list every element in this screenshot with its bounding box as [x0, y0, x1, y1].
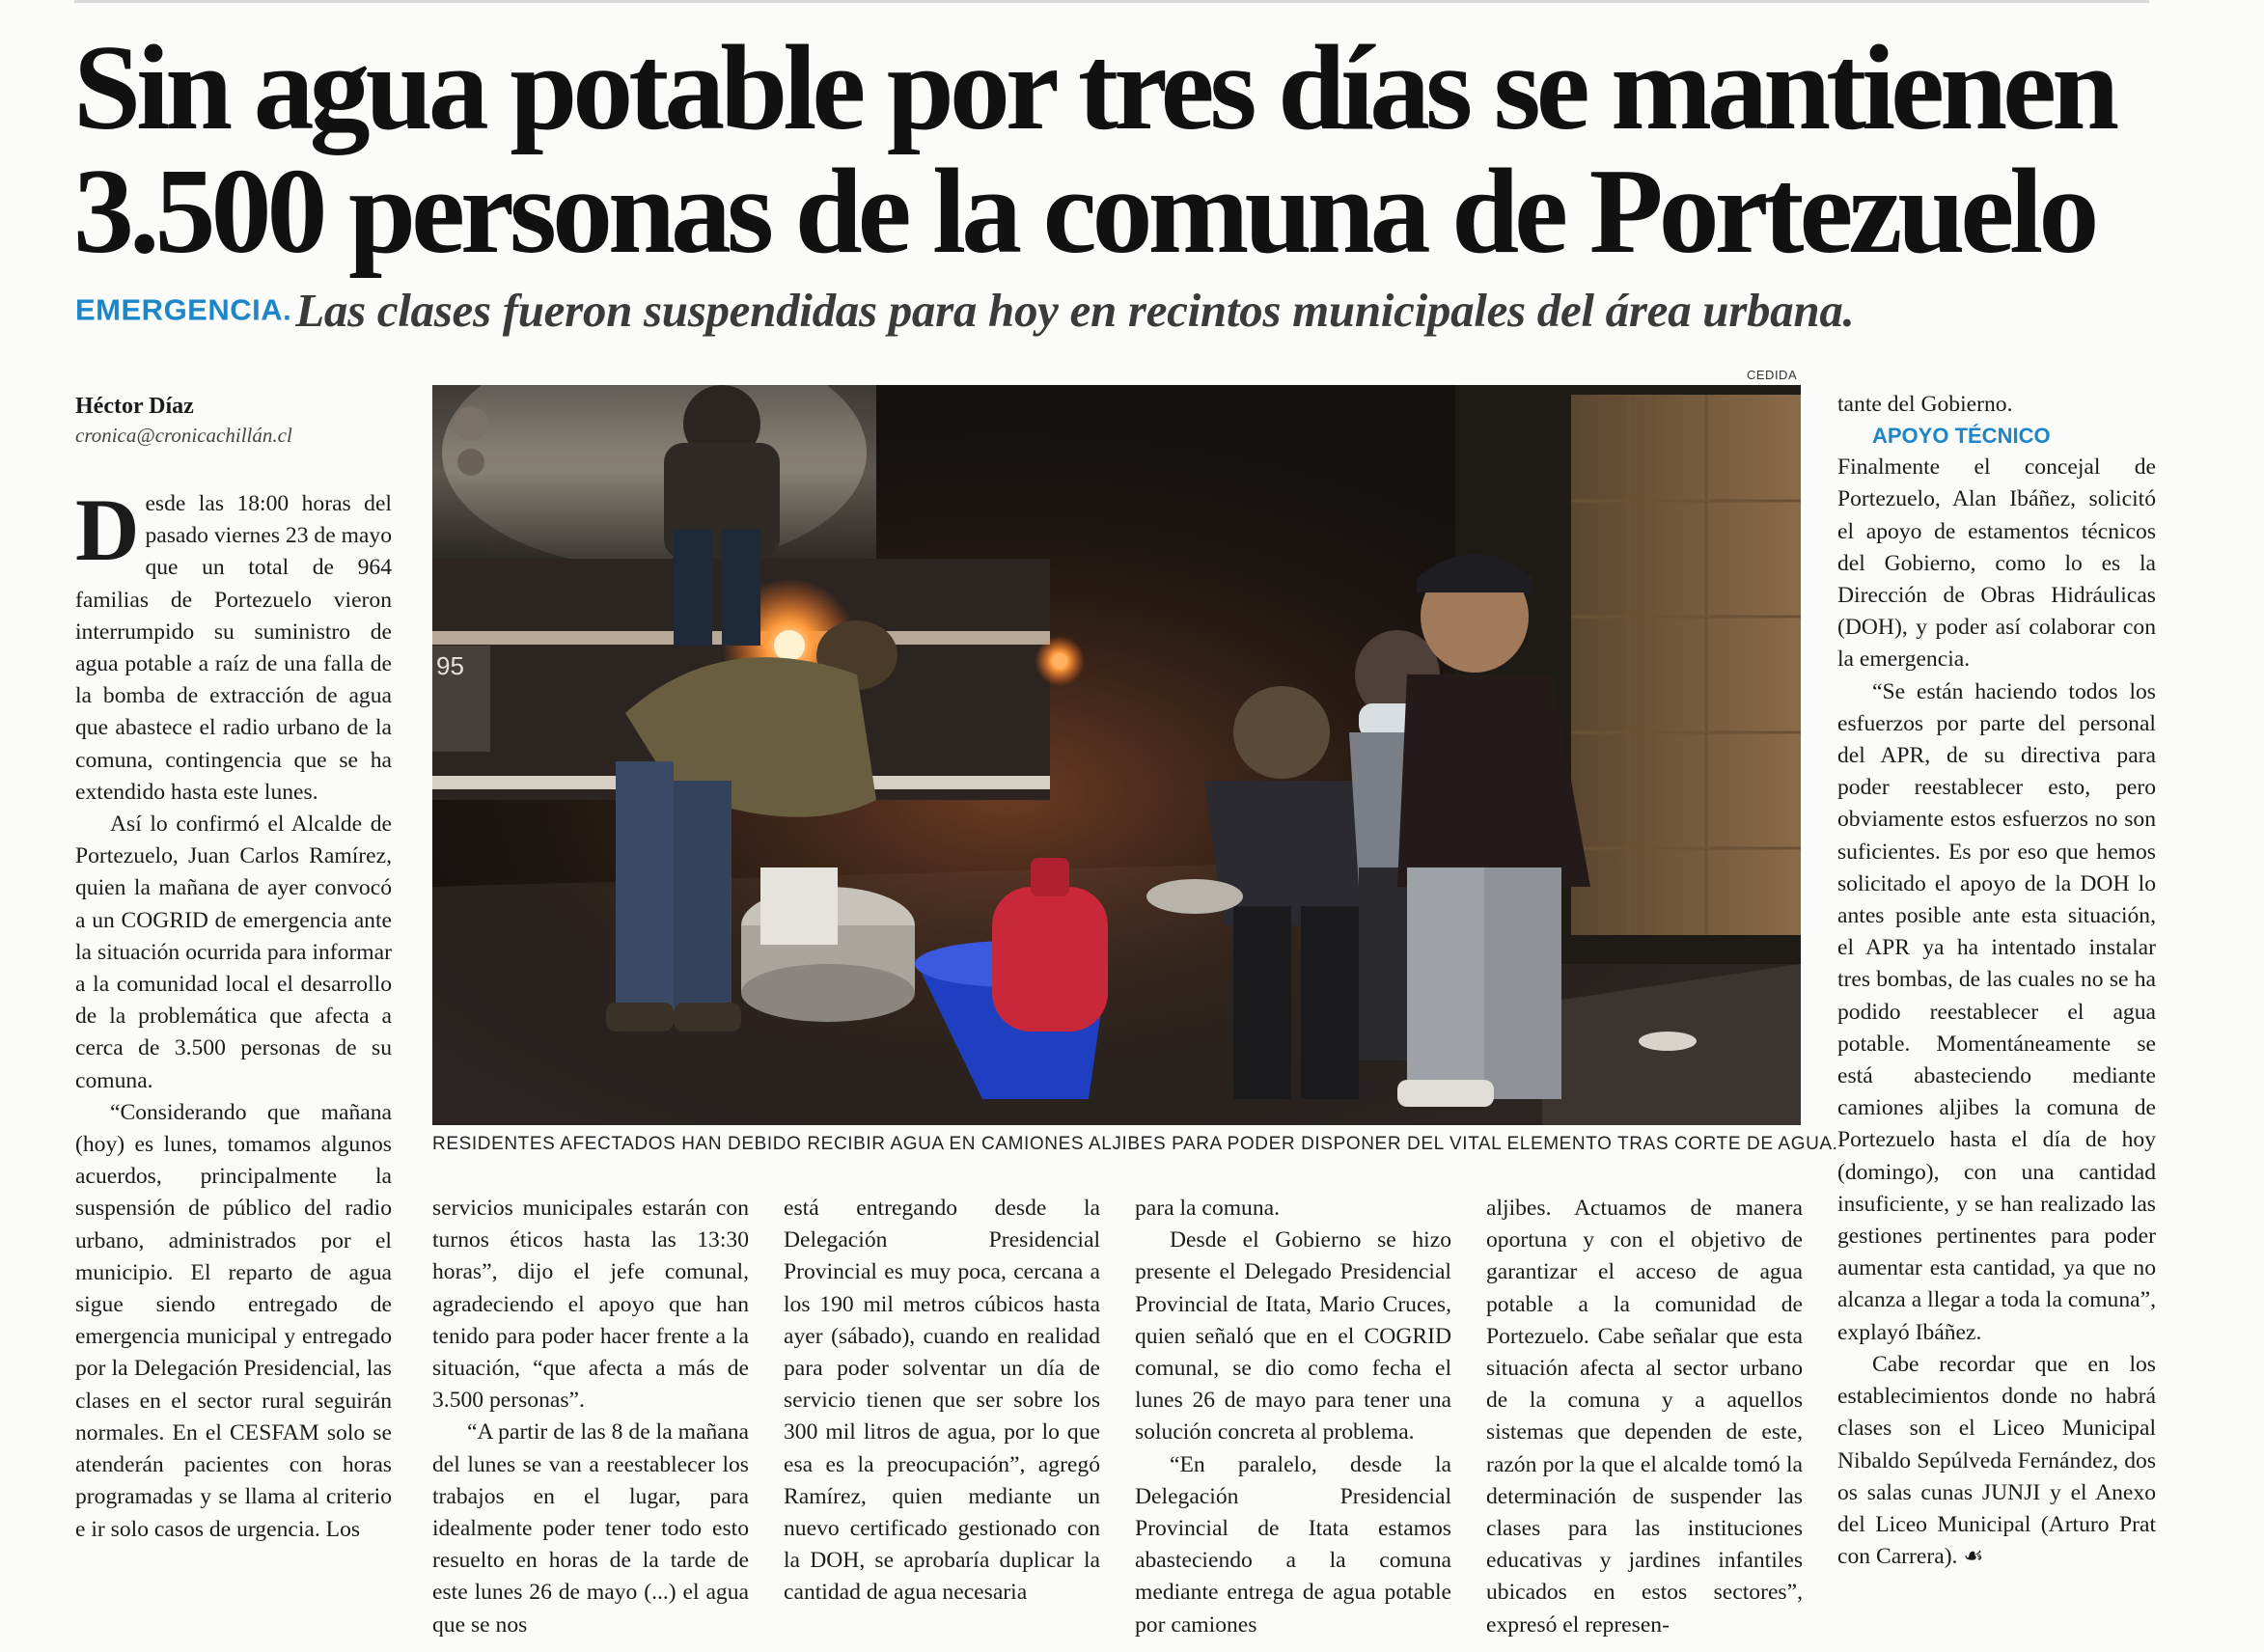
truck-plate: 95 — [436, 651, 464, 680]
paragraph: Desde las 18:00 horas del pasado viernes 23 de mayo que un total de 964 familias de Portezuelo vieron interrumpido su suministro de agua potable a raíz de una falla de la bomba de extracción de agua que abastece el radio urbano de la comuna, contingencia que se ha extendido hasta este lunes. — [75, 481, 392, 805]
headline-line-1: Sin agua potable por tres días se mantienen — [73, 21, 2115, 155]
column-6 — [1837, 389, 2156, 1573]
top-rule — [74, 0, 2149, 3]
headline — [73, 21, 2196, 279]
paragraph: “Se están haciendo todos los esfuerzos por parte del personal del APR, de su directiva para poder reestablecer esto, pero obviamente estos esfuerzos no son suficientes. Es por eso que hemos solicitado el apoyo de la DOH lo antes posible ante esta situación, el APR ya ha intentado instalar tres bombas, de las cuales no se ha podido reestablecer el agua potable. Momentáneamente se está abasteciendo mediante camiones aljibes la comuna de Portezuelo hasta el día de hoy (domingo), con una cantidad insuficiente, y se han realizado las gestiones pertinentes para poder aumentar esta cantidad, ya que no alcanza a llegar a toda la comuna”, explayó Ibáñez. — [1837, 678, 2156, 1345]
paragraph: servicios municipales estarán con turnos éticos hasta las 13:30 horas”, dijo el jefe comunal, agradeciendo el apoyo que han tenido para poder hacer frente a la situación, “que afecta a más de 3.500 personas”. — [432, 1196, 749, 1414]
byline — [75, 392, 365, 450]
paragraph: Así lo confirmó el Alcalde de Portezuelo, Juan Carlos Ramírez, quien la mañana de ayer convocó a un COGRID de emergencia ante la situación ocurrida para informar a la comunidad local el desarrollo de la problemática que afecta a cerca de 3.500 personas de su comuna. — [75, 812, 392, 1093]
headline-line-2: 3.500 personas de la comuna de Portezuelo — [73, 145, 2095, 279]
photo-credit: CEDIDA — [1747, 368, 1798, 382]
paragraph: Finalmente el concejal de Portezuelo, Alan Ibáñez, solicitó el apoyo de estamentos técnicos del Gobierno, como lo es la Dirección de Obras Hidráulicas (DOH), y poder así colaborar con la emergencia. — [1837, 454, 2156, 673]
subheadline: Las clases fueron suspendidas para hoy en recintos municipales del área urbana. — [295, 284, 1855, 337]
section-label: EMERGENCIA. — [75, 292, 292, 327]
paragraph: está entregando desde la Delegación Presidencial Provincial es muy poca, cercana a los 190 mil metros cúbicos hasta ayer (sábado), cuando en realidad para poder solventar un día de servicio tienen que ser sobre los 300 mil litros de agua, por lo que esa es la preocupación”, agregó Ramírez, quien mediante un nuevo certificado gestionado con la DOH, se aprobaría duplicar la cantidad de agua necesaria — [784, 1196, 1100, 1606]
column-2 — [432, 1193, 749, 1641]
section-subhead: APOYO TÉCNICO — [1872, 424, 2051, 449]
photo-caption: RESIDENTES AFECTADOS HAN DEBIDO RECIBIR AGUA EN CAMIONES ALJIBES PARA PODER DISPONER DEL VITAL ELEMENTO TRAS CORTE DE AGUA. — [432, 1134, 1838, 1154]
column-3 — [784, 1193, 1100, 1610]
paragraph: “A partir de las 8 de la mañana del lunes se van a reestablecer los trabajos en el lugar, para idealmente poder tener todo esto resuelto en horas de la tarde de este lunes 26 de mayo (...) el agua que se nos — [432, 1419, 749, 1638]
paragraph: tante del Gobierno. — [1837, 392, 2013, 417]
article-photo — [432, 385, 1801, 1125]
column-1 — [75, 481, 392, 1546]
drop-cap: D — [75, 481, 140, 579]
author-email[interactable]: cronica@cronicachillán.cl — [75, 424, 292, 447]
paragraph: aljibes. Actuamos de manera oportuna y con el objetivo de garantizar el acceso de agua potable a la comunidad de Portezuelo. Cabe señalar que esta situación afecta al sector urbano de la comuna y a aquellos sistemas que dependen de este, razón por la que el alcalde tomó la determinación de suspender las clases para las instituciones educativas y jardines infantiles ubicados en estos sectores”, expresó el represen- — [1486, 1196, 1803, 1638]
end-mark-icon: ☙ — [1963, 1544, 1984, 1570]
paragraph: Cabe recordar que en los establecimientos donde no habrá clases son el Liceo Municipal Nibaldo Sepúlveda Fernández, dos os salas cunas JUNJI y el Anexo del Liceo Municipal (Arturo Prat con Carrera). ☙ — [1837, 1351, 2156, 1570]
paragraph: “Considerando que mañana (hoy) es lunes, tomamos algunos acuerdos, principalmente la suspensión de público del radio urbano, administrados por el municipio. El reparto de agua sigue siendo entregado de emergencia municipal y entregado por la Delegación Presidencial, las clases en el sector rural seguirán normales. En el CESFAM solo se atenderán pacientes con horas programadas y se llama al criterio e ir solo casos de urgencia. Los — [75, 1099, 392, 1542]
paragraph: “En paralelo, desde la Delegación Presidencial Provincial de Itata estamos abasteciendo a la comuna mediante entrega de agua potable por camiones — [1135, 1451, 1451, 1638]
night-water-distribution-illustration — [432, 385, 1801, 1125]
author-name: Héctor Díaz — [75, 394, 194, 419]
paragraph: Desde el Gobierno se hizo presente el Delegado Presidencial Provincial de Itata, Mario Cruces, quien señaló que en el COGRID comunal, se dio como fecha el lunes 26 de mayo para tener una solución concreta al problema. — [1135, 1227, 1451, 1446]
kicker — [75, 283, 2198, 338]
column-5 — [1486, 1193, 1803, 1641]
paragraph: para la comuna. — [1135, 1196, 1281, 1221]
column-4 — [1135, 1193, 1451, 1641]
